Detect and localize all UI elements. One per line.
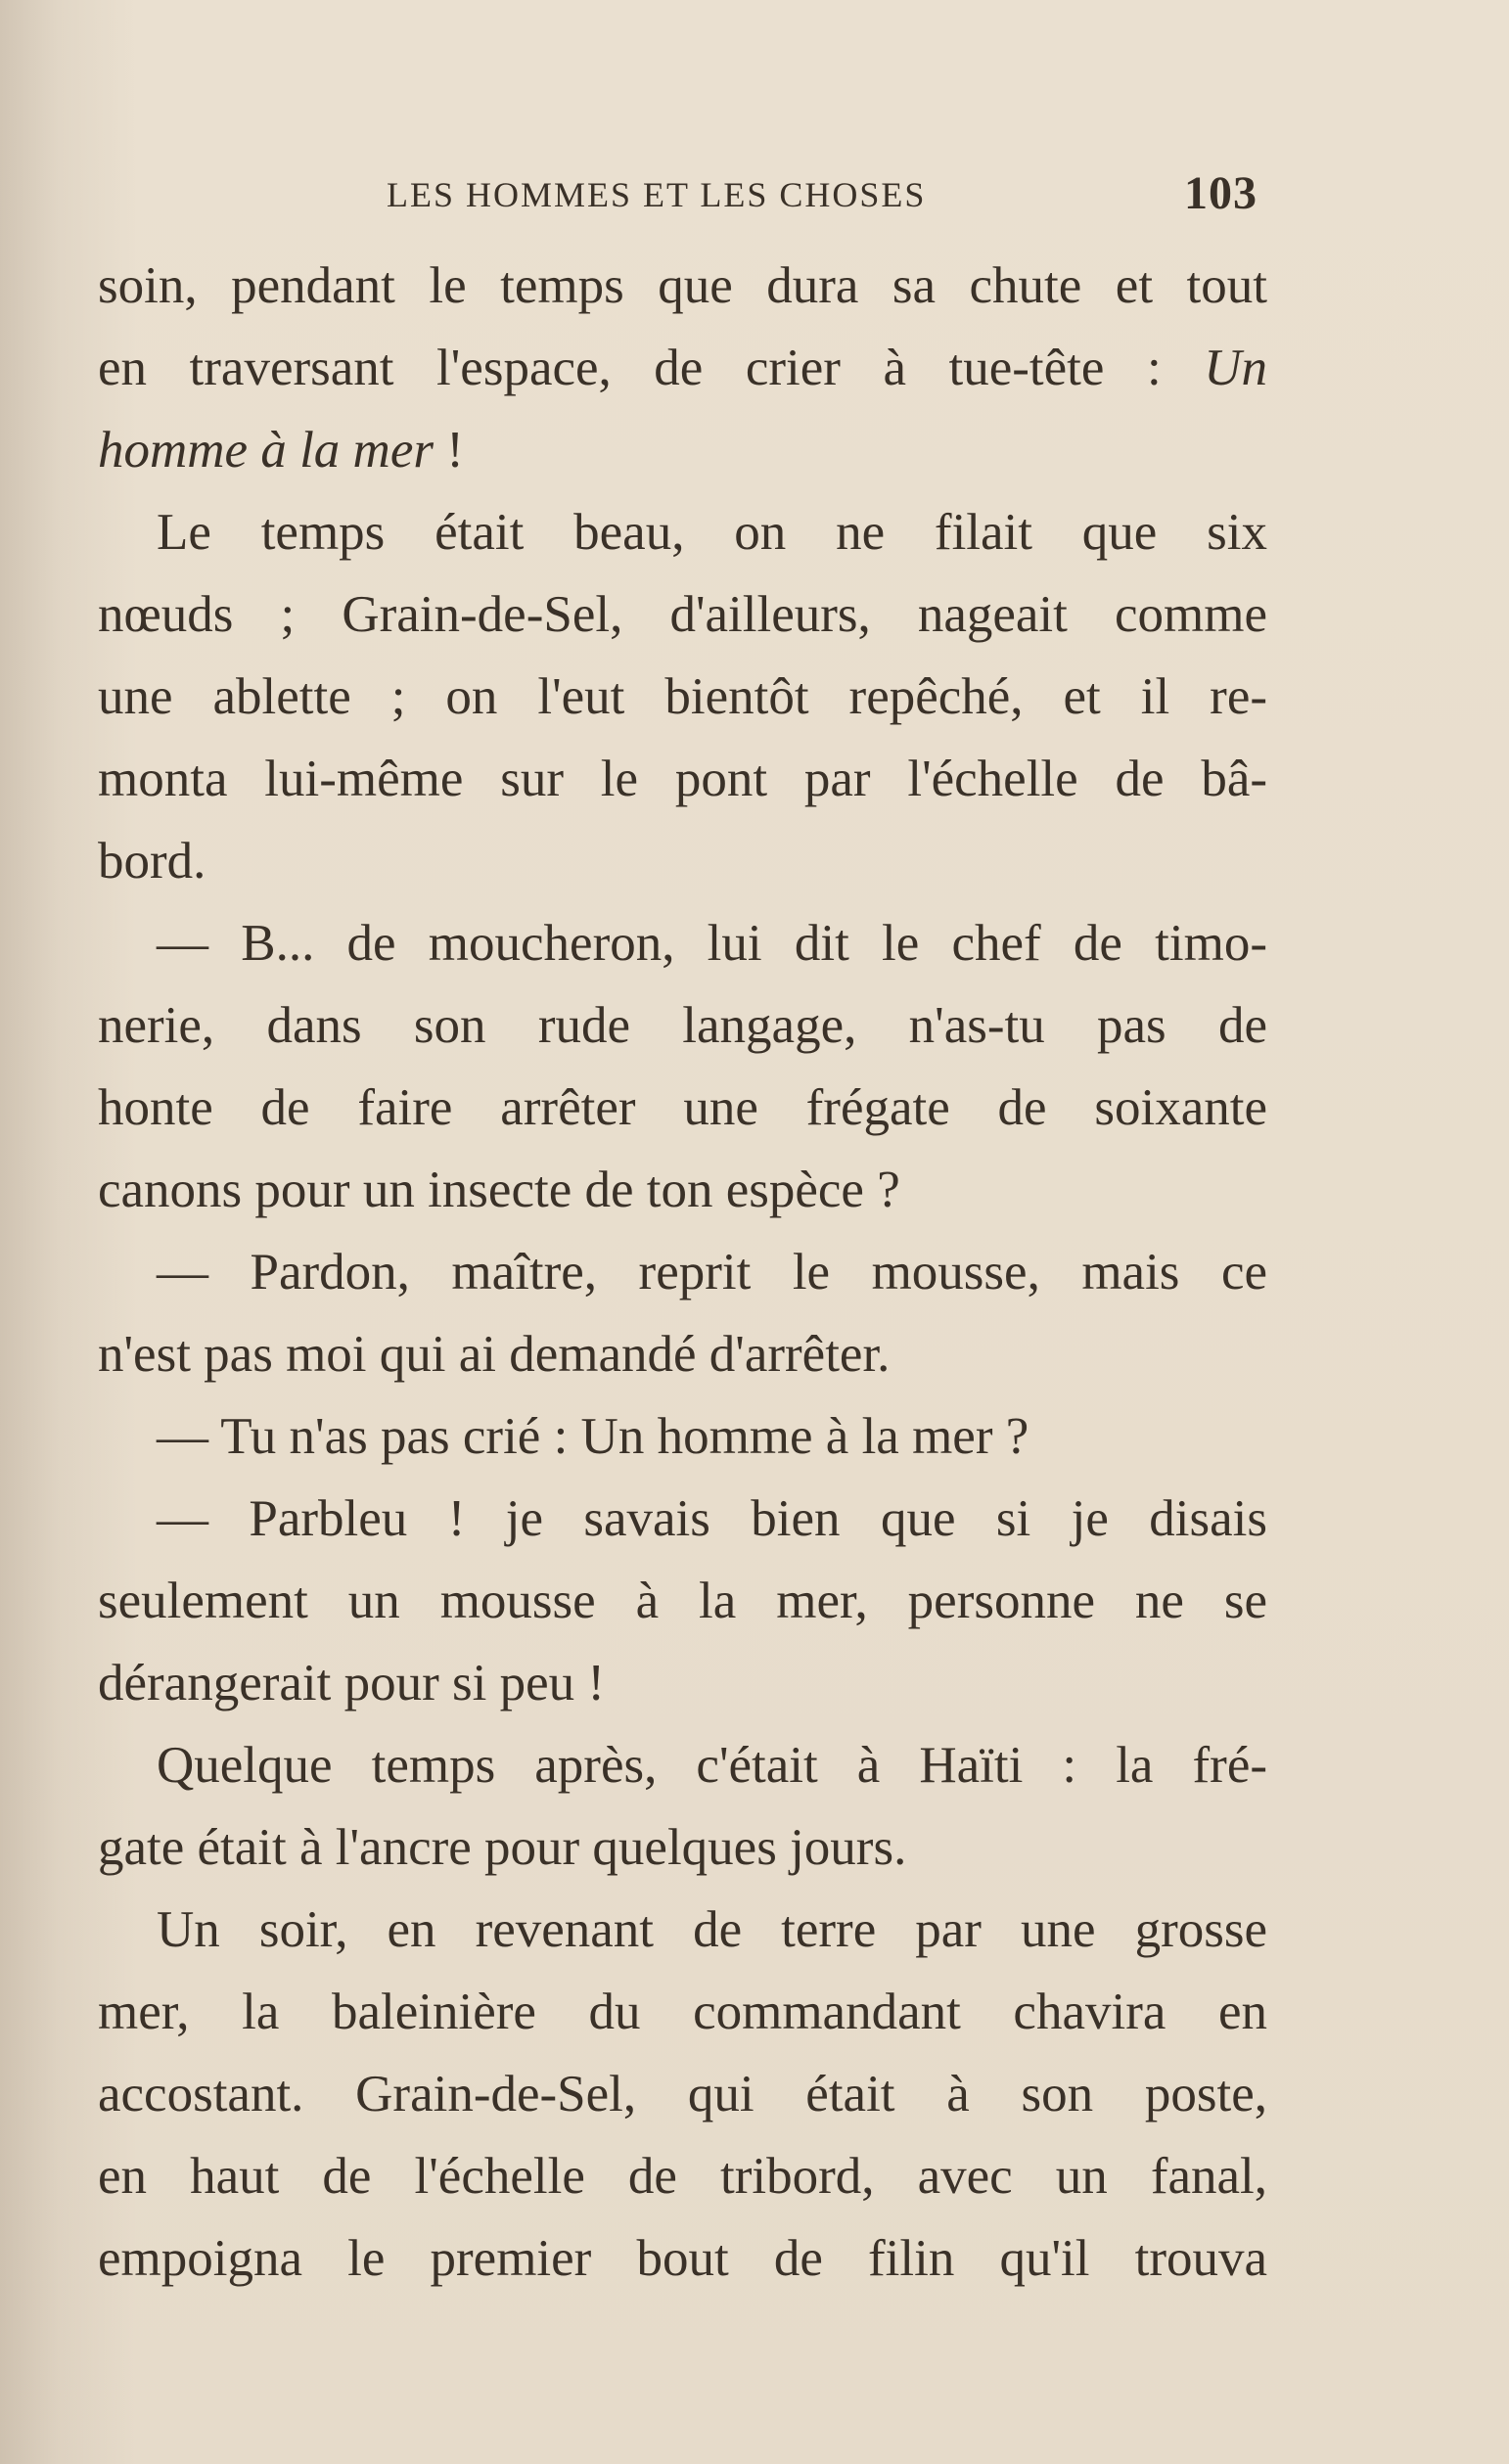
line-text: — Tu n'as pas crié : Un homme à la mer ? (157, 1408, 1029, 1465)
text-line (98, 1395, 1267, 1478)
text-line (98, 409, 1267, 491)
line-text: Le temps était beau, on ne filait que six (157, 504, 1267, 561)
text-line (98, 2217, 1267, 2300)
text-line (98, 491, 1267, 573)
text-line (98, 1478, 1267, 1560)
line-text: canons pour un insecte de ton espèce ? (98, 1162, 900, 1218)
page-header (387, 167, 1258, 229)
line-text: — Parbleu ! je savais bien que si je disais (157, 1490, 1267, 1547)
text-line (98, 1889, 1267, 1971)
text-line (98, 2135, 1267, 2217)
text-line (98, 1067, 1267, 1149)
text-line (98, 1231, 1267, 1313)
line-text: accostant. Grain-de-Sel, qui était à son poste, (98, 2066, 1267, 2122)
text-line (98, 738, 1267, 820)
text-line (98, 1724, 1267, 1806)
line-text: soin, pendant le temps que dura sa chute et tout (98, 257, 1267, 314)
text-line (98, 327, 1267, 409)
line-text: mer, la baleinière du commandant chavira en (98, 1984, 1267, 2040)
text-line (98, 245, 1267, 327)
text-line (98, 1560, 1267, 1642)
line-text: une ablette ; on l'eut bientôt repêché, et il re- (98, 668, 1267, 725)
text-line (98, 656, 1267, 738)
line-text: empoigna le premier bout de filin qu'il trouva (98, 2230, 1267, 2287)
line-text: nœuds ; Grain-de-Sel, d'ailleurs, nageait comme (98, 586, 1267, 643)
text-line (98, 1971, 1267, 2053)
line-text: en traversant l'espace, de crier à tue-tête : (98, 340, 1205, 396)
line-tail: ! (433, 422, 464, 479)
text-line (98, 902, 1267, 984)
line-text: seulement un mousse à la mer, personne ne se (98, 1573, 1267, 1629)
line-text: Un soir, en revenant de terre par une grosse (157, 1901, 1267, 1958)
text-line (98, 2053, 1267, 2135)
text-line (98, 573, 1267, 656)
line-text: — Pardon, maître, reprit le mousse, mais ce (157, 1244, 1267, 1300)
text-line (98, 1806, 1267, 1889)
line-text: Quelque temps après, c'était à Haïti : la fré- (157, 1737, 1267, 1794)
line-text: nerie, dans son rude langage, n'as-tu pas de (98, 997, 1267, 1054)
page-number: 103 (1184, 167, 1258, 219)
line-text: n'est pas moi qui ai demandé d'arrêter. (98, 1326, 891, 1383)
line-text: honte de faire arrêter une frégate de soixante (98, 1079, 1267, 1136)
text-line (98, 984, 1267, 1067)
line-text: gate était à l'ancre pour quelques jours. (98, 1819, 907, 1876)
italic-phrase: homme à la mer (98, 422, 434, 479)
body-text (98, 245, 1267, 2300)
line-text: monta lui-même sur le pont par l'échelle de bâ- (98, 751, 1267, 807)
line-text: bord. (98, 833, 206, 890)
line-text: en haut de l'échelle de tribord, avec un fanal, (98, 2148, 1267, 2205)
text-line (98, 820, 1267, 902)
running-head: LES HOMMES ET LES CHOSES (387, 175, 927, 214)
text-line (98, 1149, 1267, 1231)
text-line (98, 1642, 1267, 1724)
italic-phrase: Un (1204, 340, 1267, 396)
line-text: — B... de moucheron, lui dit le chef de timo- (157, 915, 1267, 972)
line-text: dérangerait pour si peu ! (98, 1655, 606, 1711)
text-line (98, 1313, 1267, 1395)
